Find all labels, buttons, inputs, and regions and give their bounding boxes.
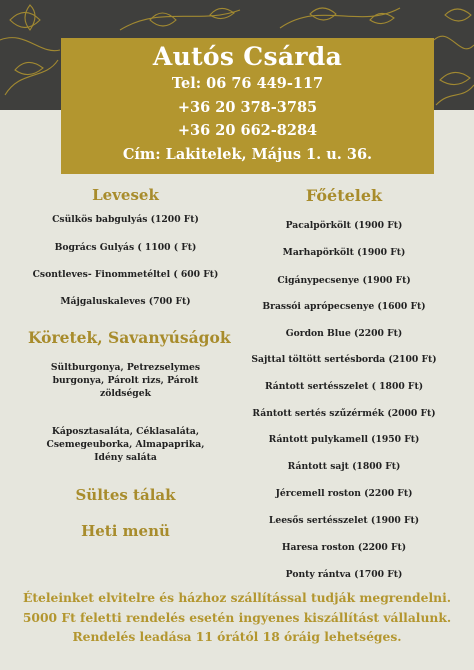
menu-item: Rántott sajt (1800 Ft) bbox=[287, 461, 401, 472]
menu-item: Sültburgonya, Petrezselymes burgonya, Párolt rizs, Párolt zöldségek bbox=[50, 362, 201, 399]
footer-line-delivery: Ételeinket elvitelre és házhoz szállítással tudják megrendelni. bbox=[22, 590, 452, 605]
menu-item: Gordon Blue (2200 Ft) bbox=[285, 328, 403, 339]
header-box bbox=[61, 38, 434, 174]
menu-item: Májgaluskaleves (700 Ft) bbox=[60, 296, 191, 307]
footer-line-free-shipping: 5000 Ft feletti rendelés esetén ingyenes kiszállítást vállalunk. bbox=[22, 609, 452, 625]
menu-item: Cigánypecsenye (1900 Ft) bbox=[277, 275, 411, 286]
section-title-heti: Heti menü bbox=[81, 522, 170, 540]
menu-item: Csülkös babgulyás (1200 Ft) bbox=[52, 214, 199, 225]
menu-item: Haresa roston (2200 Ft) bbox=[281, 542, 407, 553]
section-title-levesek: Levesek bbox=[92, 186, 159, 204]
menu-item: Leesős sertésszelet (1900 Ft) bbox=[268, 515, 420, 526]
phone-landline: Tel: 06 76 449-117 bbox=[171, 75, 324, 92]
menu-item: Rántott sertésszelet ( 1800 Ft) bbox=[264, 381, 424, 392]
phone-mobile-2: +36 20 662-8284 bbox=[177, 122, 318, 139]
address: Cím: Lakitelek, Május 1. u. 36. bbox=[122, 145, 373, 163]
section-title-sultes: Sültes tálak bbox=[75, 486, 176, 504]
menu-item: Káposztasaláta, Céklasaláta, Csemegeuborka, Almapaprika, Idény saláta bbox=[46, 426, 205, 463]
menu-item: Csontleves- Finommetéltel ( 600 Ft) bbox=[32, 269, 219, 280]
menu-item: Rántott sertés szűzérmék (2000 Ft) bbox=[252, 408, 436, 419]
footer-notice bbox=[10, 588, 464, 647]
menu-item: Sajttal töltött sertésborda (2100 Ft) bbox=[251, 354, 437, 365]
menu-item: Jércemell roston (2200 Ft) bbox=[275, 488, 413, 499]
restaurant-title: Autós Csárda bbox=[152, 42, 343, 71]
menu-item: Rántott pulykamell (1950 Ft) bbox=[268, 434, 420, 445]
section-title-foetelek: Főételek bbox=[305, 186, 383, 205]
phone-mobile-1: +36 20 378-3785 bbox=[177, 98, 318, 116]
menu-item: Marhapörkölt (1900 Ft) bbox=[282, 247, 406, 258]
menu-item: Bogrács Gulyás ( 1100 ( Ft) bbox=[54, 242, 197, 253]
footer-line-order-hours: Rendelés leadása 11 órától 18 óráig lehetséges. bbox=[72, 629, 402, 644]
menu-item: Pacalpörkölt (1900 Ft) bbox=[285, 220, 403, 231]
menu-item: Brassói aprópecsenye (1600 Ft) bbox=[262, 301, 426, 312]
section-title-koretek: Köretek, Savanyúságok bbox=[28, 328, 231, 347]
menu-item: Ponty rántva (1700 Ft) bbox=[285, 569, 403, 580]
